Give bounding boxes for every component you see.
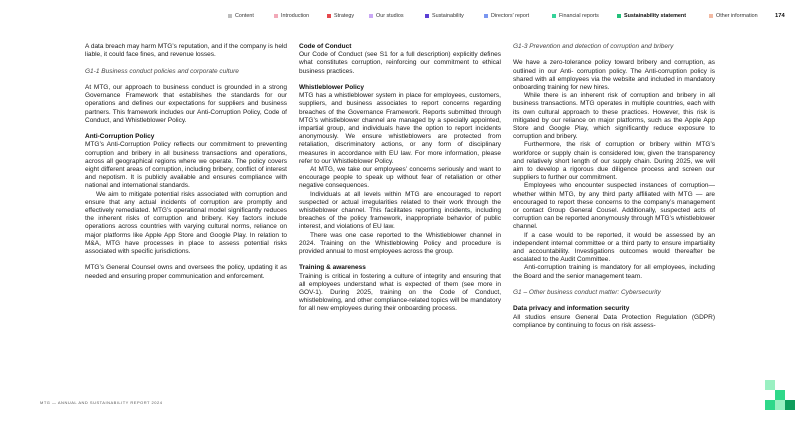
paragraph: Training is critical in fostering a culture of integrity and ensuring that all employees understand what is expected of them (see more in GOV-1). During 2025, training on the Code of Conduct, whistleblowing, and other compliance-related topics will be mandatory for all new employees during their onboarding process.	[299, 272, 501, 313]
mtg-logo-icon	[765, 380, 795, 410]
nav-item-sustainability-statement[interactable]	[617, 11, 686, 21]
paragraph: Furthermore, the risk of corruption or bribery within MTG’s workforce or supply chain is considered low, given the transparency and relatively short length of our supply chain. During 2025, we will aim to develop a rigorous due diligence process and screen our suppliers to further our commitment.	[513, 141, 715, 182]
nav-swatch-other-information	[709, 14, 713, 18]
nav-label: Directors' report	[491, 13, 530, 19]
nav-label: Sustainability	[432, 13, 464, 19]
subheading: Anti-Corruption Policy	[85, 133, 155, 141]
section-heading: G1 – Other business conduct matter: Cybersecurity	[513, 289, 661, 297]
section-navigation	[0, 11, 800, 21]
logo-block	[785, 400, 795, 410]
paragraph: Employees who encounter suspected instances of corruption—whether within MTG, by any third party affiliated with MTG — are encouraged to report these concerns to the company’s management or contact Group General Cousel. Additionally, suspected acts of corruption can be reported anonymously through MTG’s whistleblower channel.	[513, 182, 715, 231]
paragraph: While there is an inherent risk of corruption and bribery in all business transactions. MTG operates in multiple countries, each with its own cultural approach to these practices. However, this risk is mitigated by our reliance on major platforms, such as the Apple App Store and Google Play, which significantly reduce exposure to corruption and bribery.	[513, 92, 715, 141]
logo-block	[765, 380, 775, 390]
nav-swatch-sustainability	[425, 14, 429, 18]
paragraph: Our Code of Conduct (see S1 for a full description) explicitly defines what constitutes corruption, reinforcing our commitment to ethical business practices.	[299, 51, 501, 75]
page-number: 174	[775, 13, 785, 19]
nav-label: Financial reports	[559, 13, 599, 19]
section-heading: G1-3 Prevention and detection of corruption and bribery	[513, 43, 674, 50]
column-1	[85, 43, 287, 281]
paragraph: Anti-corruption training is mandatory for all employees, including the Board and the senior management team.	[513, 264, 715, 280]
subheading: Whistleblower Policy	[299, 84, 365, 91]
nav-swatch-financial-reports	[552, 14, 556, 18]
paragraph: Individuals at all levels within MTG are encouraged to report suspected or actual irregularities related to their work through the whistleblower channel. This facilitates reporting incidents, including breaches of the policy framework, inappropriate behavior of public interest, and violations of EU law.	[299, 190, 501, 231]
nav-item-sustainability[interactable]	[425, 11, 464, 21]
nav-item-content[interactable]	[228, 11, 254, 21]
logo-block	[765, 400, 775, 410]
nav-swatch-strategy	[327, 14, 331, 18]
nav-swatch-sustainability-statement	[617, 14, 621, 18]
column-2	[299, 43, 501, 314]
nav-swatch-introduction	[274, 14, 278, 18]
nav-item-other-information[interactable]	[709, 11, 758, 21]
paragraph: A data breach may harm MTG’s reputation, and if the company is held liable, it could face fines, and revenue losses.	[85, 43, 287, 59]
nav-label: Strategy	[334, 13, 355, 19]
nav-label: Our studios	[376, 13, 404, 19]
column-3	[513, 43, 715, 330]
nav-label: Sustainability statement	[624, 13, 687, 19]
subheading: Code of Conduct	[299, 43, 352, 50]
paragraph: We aim to mitigate potential risks associated with corruption and ensure that any actual incidents of corruption are promptly and effectively remediated. MTG’s operational model significantly reduces the inherent risks of corruption and bribery. Key factors include operations across countries with varying cultural norms, reliance on major platforms like Apple App Store and Google Play. In relation to M&A, MTG have processes in place to assess potential risks associated with specific jurisdictions.	[85, 190, 287, 256]
nav-item-our-studios[interactable]	[369, 11, 404, 21]
nav-label: Content	[235, 13, 254, 19]
nav-item-introduction[interactable]	[274, 11, 309, 21]
nav-label: Other information	[716, 13, 758, 19]
nav-swatch-content	[228, 14, 232, 18]
paragraph: At MTG, our approach to business conduct is grounded in a strong Governance Framework that establishes the standards for our operations and defines our expectations for suppliers and business partners. This framework includes our Anti-Corruption Policy, Code of Conduct, and Whistleblower Policy.	[85, 83, 287, 124]
section-heading: G1-1 Business conduct policies and corporate culture	[85, 67, 239, 75]
subheading: Training & awareness	[299, 264, 366, 272]
paragraph: All studios ensure General Data Protection Regulation (GDPR) compliance by continuing to focus on risk assess-	[513, 313, 715, 329]
nav-item-financial-reports[interactable]	[552, 11, 599, 21]
footer-text: MTG — ANNUAL AND SUSTAINABILITY REPORT 2024	[40, 400, 163, 405]
paragraph: At MTG, we take our employees’ concerns seriously and want to encourage people to speak up without fear of retaliation or other negative consequences.	[299, 166, 501, 190]
nav-item-directors-report[interactable]	[484, 11, 529, 21]
nav-swatch-directors-report	[484, 14, 488, 18]
paragraph: There was one case reported to the Whistleblower channel in 2024. Training on the Whistleblowing Policy and procedure is provided annual to most employees across the group.	[299, 231, 501, 256]
nav-swatch-our-studios	[369, 14, 373, 18]
logo-block	[775, 390, 785, 400]
paragraph: MTG’s General Counsel owns and oversees the policy, updating it as needed and ensuring proper communication and enforcement.	[85, 264, 287, 280]
nav-label: Introduction	[281, 13, 310, 19]
logo-block	[775, 400, 785, 410]
paragraph: MTG has a whistleblower system in place for employees, customers, suppliers, and business associates to report concerns regarding breaches of the Governance Framework. Reports submitted through MTG’s whistleblower channel are managed by a specially appointed, impartial group, and individuals have the option to report incidents anonymously. We ensure whistleblowers are protected from retaliation, discriminatory actions, or any form of disciplinary measures in accordance with EU law. For more information, please refer to our Whistleblower Policy.	[299, 92, 501, 165]
paragraph: We have a zero-tolerance policy toward bribery and corruption, as outlined in our Anti- corruption policy. The Anti-corruption policy is shared with all employees via the website and included in mandatory onboarding training for new hires.	[513, 59, 715, 91]
nav-item-strategy[interactable]	[327, 11, 354, 21]
paragraph: If a case would to be reported, it would be assessed by an independent internal committee or a third party to ensure impartiality and accountability. Investigations outcomes would thereafter be escalated to the Audit Committee.	[513, 231, 715, 264]
paragraph: MTG’s Anti-Corruption Policy reflects our commitment to preventing corruption and bribery in all business transactions and operations, across all geographical regions where we operate. The policy covers eight different areas of corruption, including bribery, conflict of interest and nepotism. It is publicly available and ensures compliance with national and international standards.	[85, 141, 287, 190]
subheading: Data privacy and information security	[513, 305, 630, 313]
